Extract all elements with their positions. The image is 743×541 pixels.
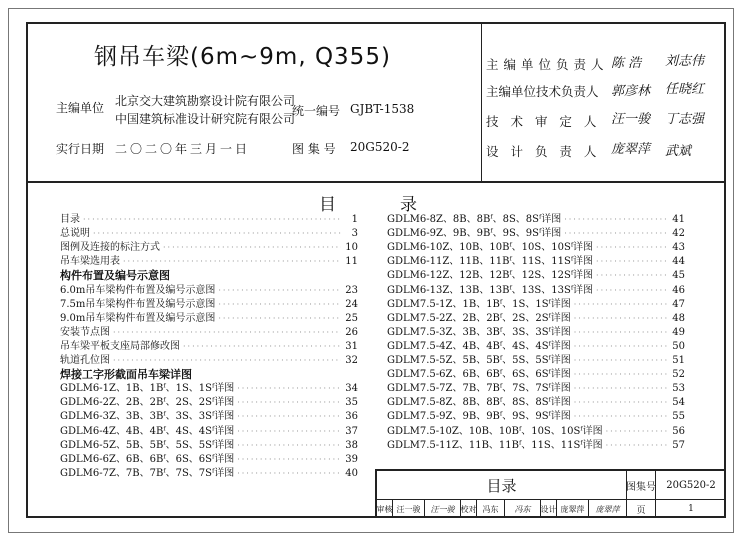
toc-entry-title: 6.0m吊车梁构件布置及编号示意图	[60, 284, 216, 296]
toc-entry-page: 3	[351, 228, 358, 240]
signature-3a: 汪一骏	[611, 112, 651, 127]
toc-entry-page: 40	[345, 467, 358, 479]
signature-4a: 庞翠萍	[611, 142, 651, 157]
toc-entry-page: 35	[345, 397, 358, 409]
editor-unit-label: 主编单位	[56, 101, 105, 115]
toc-entry-title: GDLM7.5-6Z、6B、6Bᶠ、6S、6Sᶠ详图	[387, 369, 571, 381]
toc-entry[interactable]	[60, 298, 358, 312]
toc-entry-page: 52	[672, 369, 685, 381]
toc-entry[interactable]	[387, 298, 685, 312]
reviewer-name: 汪一骏	[393, 500, 425, 518]
toc-leader-dots	[574, 368, 668, 382]
toc-entry-title: 7.5m吊车梁构件布置及编号示意图	[60, 298, 216, 310]
signature-4b: 武斌	[665, 144, 692, 159]
responsible-role-1: 主编单位负责人	[486, 57, 609, 72]
toc-entry-title: GDLM6-8Z、8B、8Bᶠ、8S、8Sᶠ详图	[387, 214, 562, 225]
title-block	[375, 469, 726, 518]
toc-leader-dots	[218, 284, 341, 298]
toc-entry-page: 24	[345, 298, 358, 310]
atlas-title: 钢吊车梁(6m~9m, Q355)	[94, 44, 391, 70]
toc-leader-dots	[237, 453, 341, 467]
reviewer-signature: 汪一骏	[425, 500, 461, 518]
toc-leader-dots	[237, 382, 341, 396]
atlas-no-label: 图集号	[627, 471, 656, 500]
toc-entry-title: GDLM7.5-2Z、2B、2Bᶠ、2S、2Sᶠ详图	[387, 312, 571, 324]
toc-leader-dots	[564, 227, 668, 241]
toc-leader-dots	[237, 396, 341, 410]
toc-leader-dots	[606, 439, 668, 453]
toc-leader-dots	[596, 255, 668, 269]
toc-leader-dots	[574, 382, 668, 396]
toc-leader-dots	[123, 255, 341, 269]
designer-name: 庞翠萍	[557, 500, 589, 518]
toc-entry[interactable]	[60, 410, 358, 424]
toc-leader-dots	[83, 213, 341, 227]
toc-entry[interactable]	[60, 255, 358, 269]
toc-leader-dots	[237, 425, 341, 439]
toc-entry[interactable]	[60, 241, 358, 255]
toc-entry[interactable]	[387, 439, 685, 453]
toc-entry-title: 图例及连接的标注方式	[60, 242, 160, 254]
designer-signature: 庞翠萍	[589, 500, 627, 518]
toc-entry-title: GDLM6-12Z、12B、12Bᶠ、12S、12Sᶠ详图	[387, 270, 594, 282]
toc-entry-page: 46	[672, 284, 685, 296]
toc-entry-title: GDLM6-2Z、2B、2Bᶠ、2S、2Sᶠ详图	[60, 397, 235, 409]
toc-entry[interactable]	[60, 326, 358, 340]
header-divider	[481, 22, 482, 181]
toc-entry-page: 49	[672, 326, 685, 338]
toc-leader-dots	[574, 312, 668, 326]
toc-leader-dots	[574, 354, 668, 368]
toc-entry[interactable]	[60, 227, 358, 241]
toc-entry[interactable]	[387, 326, 685, 340]
toc-entry-page: 56	[672, 425, 685, 437]
toc-entry-title: GDLM7.5-4Z、4B、4Bᶠ、4S、4Sᶠ详图	[387, 340, 571, 352]
responsible-role-3: 技 术 审 定 人	[486, 114, 601, 129]
toc-entry[interactable]	[387, 354, 685, 368]
toc-entry-page: 1	[351, 214, 358, 225]
effective-date: 二〇二〇年三月一日	[115, 142, 251, 156]
toc-entry-title: GDLM6-3Z、3B、3Bᶠ、3S、3Sᶠ详图	[60, 411, 235, 423]
toc-entry-page: 41	[672, 214, 685, 225]
toc-entry-page: 34	[345, 383, 358, 395]
toc-entry[interactable]	[387, 284, 685, 298]
toc-entry[interactable]	[387, 312, 685, 326]
toc-entry[interactable]	[387, 227, 685, 241]
effective-date-label: 实行日期	[56, 142, 105, 156]
toc-leader-dots	[606, 425, 668, 439]
toc-entry-page: 23	[345, 284, 358, 296]
toc-entry-title: GDLM6-7Z、7B、7Bᶠ、7S、7Sᶠ详图	[60, 467, 235, 479]
toc-entry[interactable]	[387, 396, 685, 410]
toc-entry[interactable]	[60, 453, 358, 467]
toc-leader-dots	[237, 467, 341, 481]
signature-2a: 郭彦林	[611, 84, 651, 99]
toc-entry-page: 45	[672, 270, 685, 282]
toc-entry-page: 10	[345, 242, 358, 254]
responsible-role-4: 设 计 负 责 人	[486, 144, 601, 159]
review-label: 审核	[377, 500, 393, 518]
toc-entry-page: 42	[672, 228, 685, 240]
toc-section-heading: 构件布置及编号示意图	[60, 269, 170, 283]
toc-entry-title: GDLM7.5-1Z、1B、1Bᶠ、1S、1Sᶠ详图	[387, 298, 571, 310]
toc-entry-page: 25	[345, 312, 358, 324]
toc-entry[interactable]	[60, 439, 358, 453]
toc-entry[interactable]	[60, 213, 358, 227]
proof-label: 校对	[461, 500, 477, 518]
sheet-title: 目录	[377, 471, 627, 500]
toc-entry-title: GDLM7.5-5Z、5B、5Bᶠ、5S、5Sᶠ详图	[387, 355, 571, 366]
toc-entry[interactable]	[387, 410, 685, 424]
toc-entry[interactable]	[387, 382, 685, 396]
toc-entry[interactable]	[60, 425, 358, 439]
signature-1a: 陈 浩	[611, 56, 642, 71]
toc-entry[interactable]	[60, 382, 358, 396]
toc-entry[interactable]	[387, 425, 685, 439]
toc-leader-dots	[596, 241, 668, 255]
toc-entry-title: GDLM7.5-3Z、3B、3Bᶠ、3S、3Sᶠ详图	[387, 326, 571, 338]
toc-leader-dots	[237, 410, 341, 424]
toc-leader-dots	[113, 326, 341, 340]
toc-entry-title: GDLM6-4Z、4B、4Bᶠ、4S、4Sᶠ详图	[60, 425, 235, 437]
toc-leader-dots	[183, 340, 341, 354]
toc-leader-dots	[596, 269, 668, 283]
toc-leader-dots	[113, 354, 341, 368]
design-label: 设计	[541, 500, 557, 518]
toc-entry-page: 47	[672, 298, 685, 310]
toc-entry-title: GDLM6-11Z、11B、11Bᶠ、11S、11Sᶠ详图	[387, 256, 594, 268]
toc-entry-page: 43	[672, 242, 685, 254]
toc-entry-page: 39	[345, 453, 358, 465]
signature-2b: 任晓红	[665, 82, 705, 97]
toc-title-right: 录	[400, 195, 417, 215]
toc-entry-page: 44	[672, 256, 685, 268]
toc-entry[interactable]	[60, 396, 358, 410]
toc-entry[interactable]	[60, 284, 358, 298]
toc-entry-title: 吊车梁平板支座局部修改图	[60, 340, 180, 352]
atlas-no: 20G520-2	[656, 471, 726, 500]
toc-entry[interactable]	[60, 467, 358, 481]
toc-leader-dots	[93, 227, 341, 241]
toc-entry-title: 吊车梁选用表	[60, 256, 120, 268]
toc-leader-dots	[237, 439, 341, 453]
toc-leader-dots	[574, 410, 668, 424]
toc-entry-title: GDLM6-1Z、1B、1Bᶠ、1S、1Sᶠ详图	[60, 383, 235, 395]
editor-unit-1: 北京交大建筑勘察设计院有限公司	[115, 94, 296, 108]
toc-entry-title: 轨道孔位图	[60, 355, 110, 366]
toc-entry-page: 36	[345, 411, 358, 423]
toc-leader-dots	[564, 213, 668, 227]
toc-entry[interactable]	[387, 241, 685, 255]
toc-entry[interactable]	[387, 368, 685, 382]
toc-entry[interactable]	[387, 255, 685, 269]
toc-entry-page: 50	[672, 340, 685, 352]
toc-entry-title: GDLM7.5-10Z、10B、10Bᶠ、10S、10Sᶠ详图	[387, 425, 603, 437]
toc-entry-page: 37	[345, 425, 358, 437]
unified-no: GJBT-1538	[350, 102, 415, 116]
toc-entry-page: 11	[345, 256, 358, 268]
toc-leader-dots	[218, 312, 341, 326]
toc-entry-title: 目录	[60, 214, 80, 225]
unified-no-label: 统一编号	[292, 104, 341, 118]
toc-entry[interactable]	[60, 340, 358, 354]
toc-entry-page: 53	[672, 383, 685, 395]
toc-entry-title: 安装节点图	[60, 326, 110, 338]
page-number: 1	[688, 504, 694, 514]
editor-unit-2: 中国建筑标准设计研究院有限公司	[115, 112, 296, 126]
toc-leader-dots	[163, 241, 341, 255]
toc-entry-title: GDLM7.5-7Z、7B、7Bᶠ、7S、7Sᶠ详图	[387, 383, 571, 395]
toc-entry-page: 54	[672, 397, 685, 409]
toc-leader-dots	[574, 340, 668, 354]
toc-entry-title: 总说明	[60, 228, 90, 240]
toc-section-heading: 焊接工字形截面吊车梁详图	[60, 368, 192, 382]
toc-leader-dots	[218, 298, 341, 312]
toc-title-left: 目	[319, 195, 336, 215]
toc-leader-dots	[574, 298, 668, 312]
toc-entry-title: GDLM6-6Z、6B、6Bᶠ、6S、6Sᶠ详图	[60, 453, 235, 465]
toc-entry-page: 55	[672, 411, 685, 423]
toc-entry[interactable]	[60, 354, 358, 368]
toc-entry-page: 57	[672, 439, 685, 451]
toc-entry-title: GDLM7.5-11Z、11B、11Bᶠ、11S、11Sᶠ详图	[387, 439, 603, 451]
atlas-no: 20G520-2	[350, 140, 410, 154]
toc-entry[interactable]	[387, 213, 685, 227]
toc-entry[interactable]	[60, 312, 358, 326]
toc-entry-title: GDLM6-13Z、13B、13Bᶠ、13S、13Sᶠ详图	[387, 284, 594, 296]
toc-leader-dots	[596, 284, 668, 298]
page-label: 页	[627, 500, 656, 518]
proofreader-signature: 冯东	[505, 500, 541, 518]
toc-entry-title: GDLM6-10Z、10B、10Bᶠ、10S、10Sᶠ详图	[387, 242, 594, 254]
toc-entry-title: GDLM6-5Z、5B、5Bᶠ、5S、5Sᶠ详图	[60, 439, 235, 451]
toc-leader-dots	[574, 396, 668, 410]
responsible-role-2: 主编单位技术负责人	[486, 84, 599, 99]
toc-entry-title: 9.0m吊车梁构件布置及编号示意图	[60, 312, 216, 324]
toc-entry-title: GDLM7.5-8Z、8B、8Bᶠ、8S、8Sᶠ详图	[387, 397, 571, 409]
toc-entry-title: GDLM6-9Z、9B、9Bᶠ、9S、9Sᶠ详图	[387, 228, 562, 240]
signature-1b: 刘志伟	[665, 54, 705, 69]
toc-entry-page: 26	[345, 326, 358, 338]
toc-entry-page: 32	[345, 355, 358, 366]
toc-entry[interactable]	[387, 340, 685, 354]
toc-entry-page: 51	[672, 355, 685, 366]
toc-entry-title: GDLM7.5-9Z、9B、9Bᶠ、9S、9Sᶠ详图	[387, 411, 571, 423]
atlas-no-label: 图 集 号	[292, 142, 336, 156]
signature-3b: 丁志强	[665, 112, 705, 127]
proofreader-name: 冯东	[477, 500, 505, 518]
toc-entry-page: 31	[345, 340, 358, 352]
toc-leader-dots	[574, 326, 668, 340]
toc-entry-page: 48	[672, 312, 685, 324]
toc-entry[interactable]	[387, 269, 685, 283]
toc-entry-page: 38	[345, 439, 358, 451]
